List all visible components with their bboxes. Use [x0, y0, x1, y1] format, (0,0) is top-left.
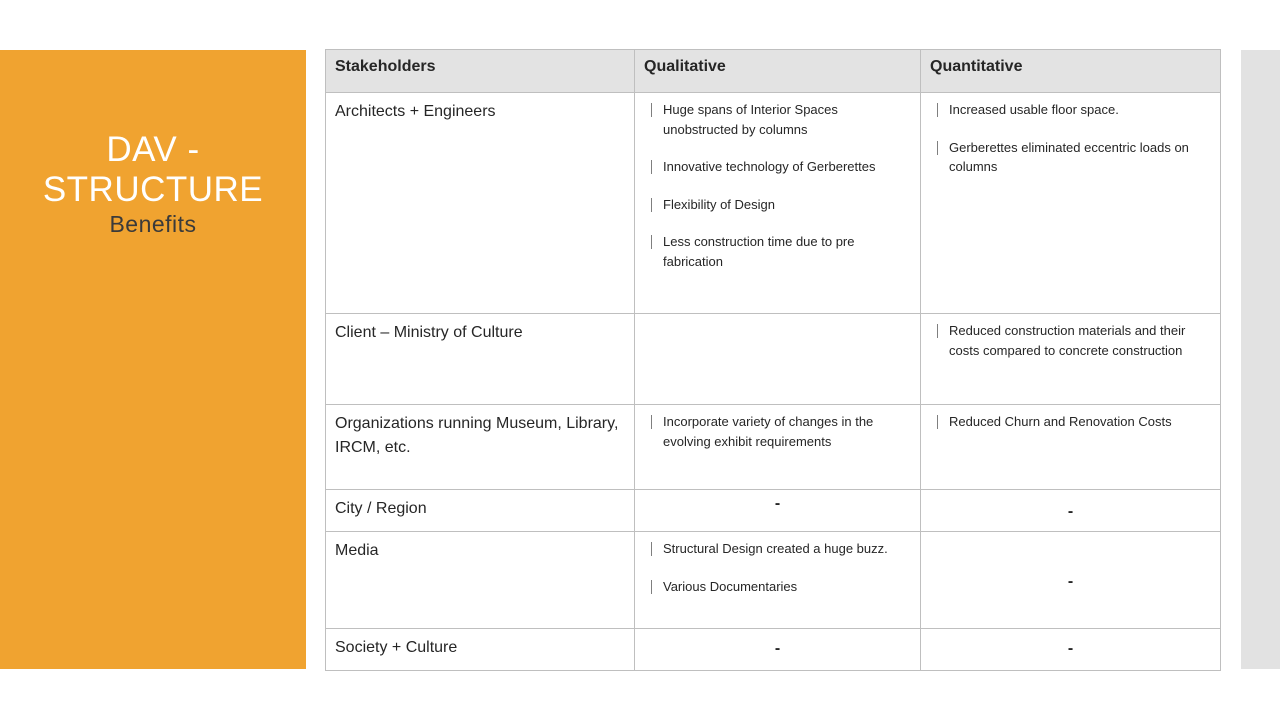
table-row: [326, 93, 1221, 314]
empty-dash: -: [1067, 572, 1074, 590]
qualitative-cell: [635, 490, 921, 532]
qualitative-cell: [635, 314, 921, 405]
stakeholder-name: Organizations running Museum, Library, IRCM, etc.: [335, 415, 619, 456]
list-item: Gerberettes eliminated eccentric loads on columns: [937, 138, 1211, 177]
empty-dash: -: [1067, 503, 1074, 520]
quantitative-cell: [921, 629, 1221, 671]
quantitative-cell: [921, 314, 1221, 405]
right-decorative-strip: [1241, 50, 1280, 669]
list-item: Structural Design created a huge buzz.: [651, 539, 911, 559]
qualitative-list: [635, 539, 911, 596]
stakeholder-name: Media: [335, 542, 379, 559]
list-item: Innovative technology of Gerberettes: [651, 157, 911, 177]
stakeholder-cell: [326, 93, 635, 314]
qualitative-cell: [635, 405, 921, 490]
stakeholder-cell: [326, 490, 635, 532]
table-header-row: [326, 50, 1221, 93]
qualitative-cell: [635, 629, 921, 671]
list-item: Reduced Churn and Renovation Costs: [937, 412, 1211, 432]
stakeholder-cell: [326, 532, 635, 629]
empty-dash: -: [1067, 640, 1074, 657]
quantitative-cell: [921, 93, 1221, 314]
quantitative-cell: [921, 405, 1221, 490]
qualitative-cell: [635, 532, 921, 629]
qualitative-list: [635, 100, 911, 271]
qualitative-list: [635, 412, 911, 451]
header-quantitative: Quantitative: [921, 50, 1221, 93]
list-item: Various Documentaries: [651, 577, 911, 597]
quantitative-list: [921, 100, 1211, 177]
empty-dash: -: [774, 640, 781, 657]
stakeholder-name: City / Region: [335, 500, 427, 517]
quantitative-list: [921, 321, 1211, 360]
list-item: Reduced construction materials and their costs compared to concrete construction: [937, 321, 1211, 360]
list-item: Incorporate variety of changes in the evolving exhibit requirements: [651, 412, 911, 451]
slide-subtitle: Benefits: [109, 211, 197, 237]
list-item: Huge spans of Interior Spaces unobstructed by columns: [651, 100, 911, 139]
qualitative-cell: [635, 93, 921, 314]
table-row: [326, 629, 1221, 671]
quantitative-cell: [921, 532, 1221, 629]
table-row: [326, 532, 1221, 629]
table-row: [326, 405, 1221, 490]
stakeholder-cell: [326, 629, 635, 671]
quantitative-cell: [921, 490, 1221, 532]
benefits-table: [325, 49, 1221, 671]
header-stakeholders: Stakeholders: [326, 50, 635, 93]
stakeholder-cell: [326, 314, 635, 405]
stakeholder-name: Architects + Engineers: [335, 103, 496, 120]
table-row: [326, 314, 1221, 405]
stakeholder-name: Client – Ministry of Culture: [335, 324, 523, 341]
stakeholder-cell: [326, 405, 635, 490]
table-row: [326, 490, 1221, 532]
quantitative-list: [921, 412, 1211, 432]
list-item: Less construction time due to pre fabrication: [651, 232, 911, 271]
header-qualitative: Qualitative: [635, 50, 921, 93]
stakeholder-name: Society + Culture: [335, 639, 458, 656]
list-item: Increased usable floor space.: [937, 100, 1211, 120]
list-item: Flexibility of Design: [651, 195, 911, 215]
slide-title: DAV - STRUCTURE: [42, 130, 264, 209]
empty-dash: -: [774, 495, 781, 512]
